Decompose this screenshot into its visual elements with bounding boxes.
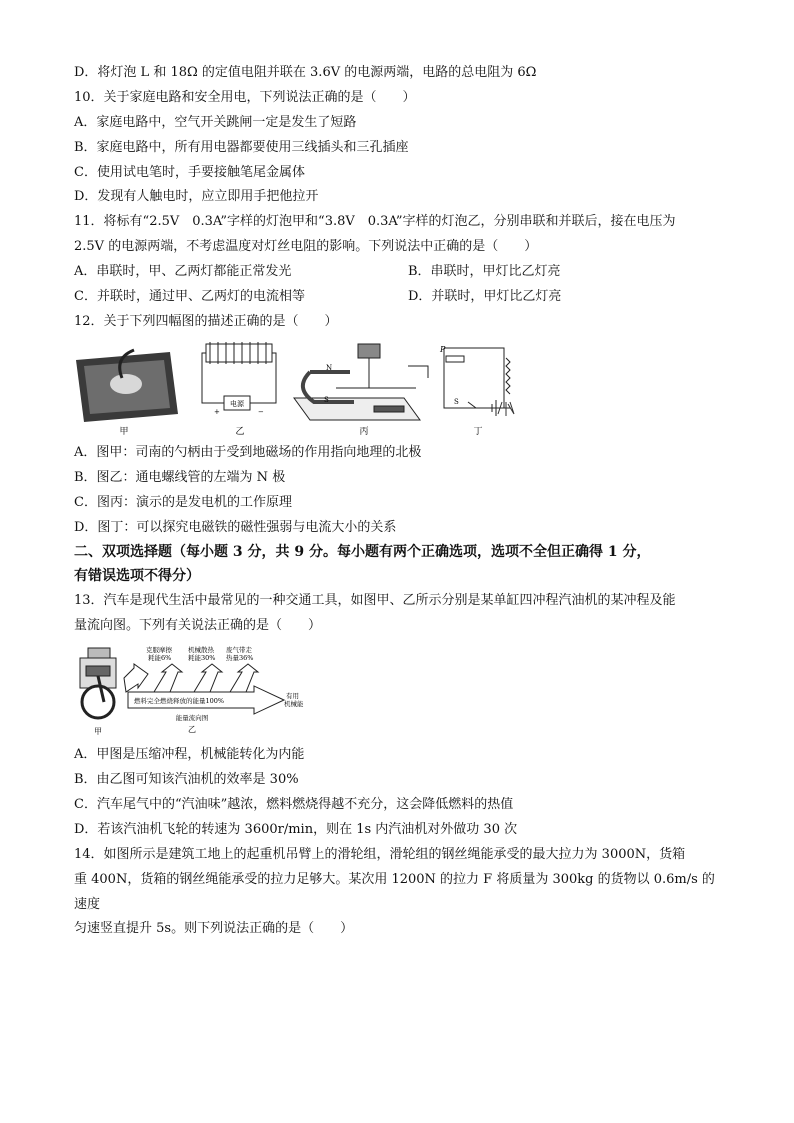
fig13-energy-flow [124, 664, 284, 714]
fig13-friction-2: 耗能6% [148, 654, 172, 662]
q10-stem: 10．关于家庭电路和安全用电，下列说法正确的是（ ） [74, 90, 416, 105]
q12-figures [74, 338, 534, 438]
fig-bing-s: S [324, 396, 329, 404]
q13-figures [74, 644, 314, 738]
fig13-useful-2: 机械能 [284, 700, 304, 708]
q13-option-a: A．甲图是压缩冲程，机械能转化为内能 [74, 747, 305, 762]
q11-stem-2: 2.5V 的电源两端，不考虑温度对灯丝电阻的影响。下列说法中正确的是（ ） [74, 239, 538, 254]
q14-stem-2: 重 400N，货箱的钢丝绳能承受的拉力足够大。某次用 1200N 的拉力 F 将质量为 300kg 的货物以 0.6m/s 的 [74, 872, 715, 887]
q14-stem-1: 14．如图所示是建筑工地上的起重机吊臂上的滑轮组，滑轮组的钢丝绳能承受的最大拉力为 3000N，货箱 [74, 847, 686, 862]
fig-jia-sinan [76, 350, 178, 422]
fig-ding-label: 丁 [473, 427, 483, 437]
section2-heading-2: 有错误选项不得分） [74, 568, 200, 584]
q12-option-c: C．图丙：演示的是发电机的工作原理 [74, 495, 292, 510]
q13-stem-2: 量流向图。下列有关说法正确的是（ ） [74, 618, 322, 633]
fig-yi-label: 乙 [235, 427, 245, 437]
fig-ding-p: P [440, 345, 446, 354]
q13-option-b: B．由乙图可知该汽油机的效率是 30% [74, 772, 299, 787]
q10-option-a: A．家庭电路中，空气开关跳闸一定是发生了短路 [74, 115, 357, 130]
fig13-fuel-label: 燃料完全燃烧释放的能量100% [134, 697, 225, 705]
q11-option-b: B．串联时，甲灯比乙灯亮 [408, 264, 561, 279]
fig13-jia-label: 甲 [94, 727, 102, 736]
q11-option-d: D．并联时，甲灯比乙灯亮 [408, 289, 562, 304]
q13-option-c: C．汽车尾气中的“汽油味”越浓，燃料燃烧得越不充分，这会降低燃料的热值 [74, 797, 514, 812]
q14-stem-4: 匀速竖直提升 5s。则下列说法正确的是（ ） [74, 921, 354, 936]
fig-yi-plus: + [214, 408, 220, 416]
q11-option-a: A．串联时，甲、乙两灯都能正常发光 [74, 264, 292, 279]
fig-bing-label: 丙 [359, 427, 369, 437]
q13-option-d: D．若该汽油机飞轮的转速为 3600r/min，则在 1s 内汽油机对外做功 30 次 [74, 822, 518, 837]
q10-option-c: C．使用试电笔时，手要接触笔尾金属体 [74, 165, 305, 180]
section2-heading-1: 二、双项选择题（每小题 3 分，共 9 分。每小题有两个正确选项，选项不全但正确得 1 分， [74, 544, 651, 560]
fig13-yi-label: 乙 [188, 725, 196, 734]
fig13-heat-1: 机械散热 [188, 646, 214, 654]
fig13-friction-1: 克服摩擦 [146, 646, 172, 654]
q13-stem-1: 13．汽车是现代生活中最常见的一种交通工具，如图甲、乙所示分别是某单缸四冲程汽油机的某冲程及能 [74, 593, 676, 608]
q12-stem: 12．关于下列四幅图的描述正确的是（ ） [74, 314, 338, 329]
fig13-heat-2: 耗能30% [188, 654, 216, 662]
q12-option-a: A．图甲：司南的勺柄由于受到地磁场的作用指向地理的北极 [74, 445, 422, 460]
q13-figures-svg [74, 644, 314, 738]
q11-stem-1: 11．将标有“2.5V 0.3A”字样的灯泡甲和“3.8V 0.3A”字样的灯泡乙，分别串联和并联后，接在电压为 [74, 214, 676, 229]
q10-option-b: B．家庭电路中，所有用电器都要使用三线插头和三孔插座 [74, 140, 409, 155]
q11-option-c: C．并联时，通过甲、乙两灯的电流相等 [74, 289, 305, 304]
fig-jia-label: 甲 [119, 427, 129, 437]
q12-option-d: D．图丁：可以探究电磁铁的磁性强弱与电流大小的关系 [74, 520, 397, 535]
fig13-title: 能量流向图 [175, 714, 209, 722]
fig13-exhaust-2: 热量36% [226, 654, 254, 662]
q12-figures-svg [74, 338, 534, 438]
q9-option-d: D．将灯泡 L 和 18Ω 的定值电阻并联在 3.6V 的电源两端，电路的总电阻为 6Ω [74, 65, 537, 80]
q10-option-d: D．发现有人触电时，应立即用手把他拉开 [74, 189, 319, 204]
fig-yi-minus: − [258, 408, 264, 416]
q14-stem-3: 速度 [74, 897, 101, 912]
q12-option-b: B．图乙：通电螺线管的左端为 N 极 [74, 470, 286, 485]
fig13-exhaust-1: 废气带走 [226, 646, 252, 654]
fig-bing-apparatus [294, 344, 428, 420]
fig-ding-s: S [454, 398, 459, 406]
fig13-engine [80, 648, 116, 718]
fig-yi-power-label: 电源 [230, 400, 244, 408]
fig13-useful-1: 有用 [286, 692, 299, 700]
fig-bing-n: N [326, 364, 333, 372]
